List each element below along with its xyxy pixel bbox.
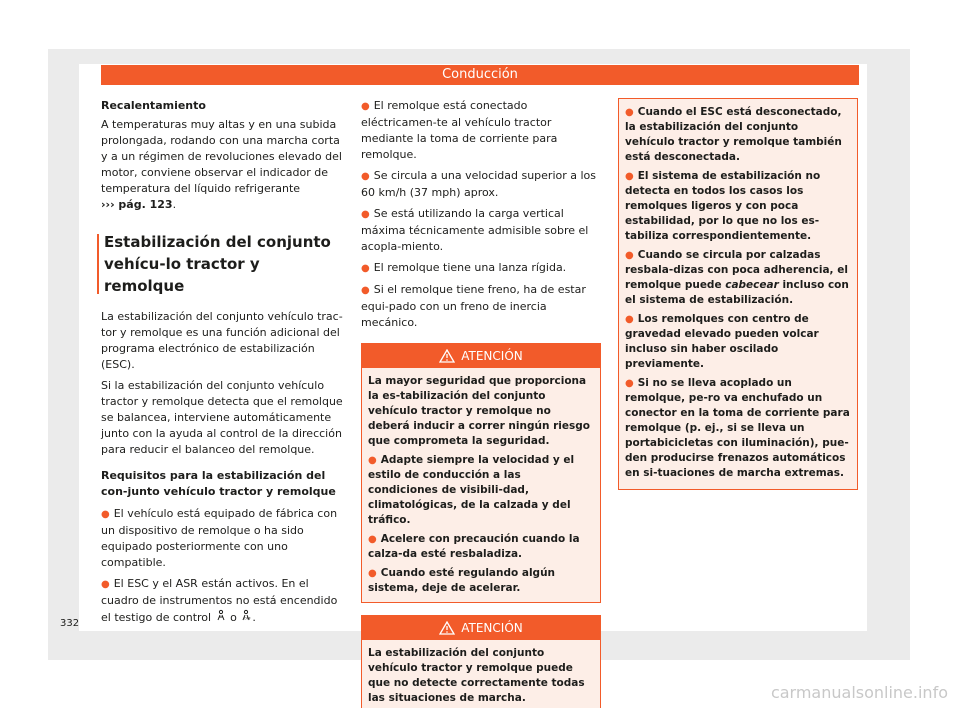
- column-2: [361, 98, 601, 708]
- list-item-text: incluso con el sistema de estabilización.: [625, 279, 849, 306]
- list-item: [361, 98, 601, 163]
- warning-triangle-icon: [439, 621, 455, 635]
- warning-body: [362, 640, 600, 708]
- bullet-icon: ●: [625, 314, 634, 325]
- bullet-icon: ●: [101, 579, 110, 590]
- bullet-icon: ●: [361, 263, 370, 274]
- bullet-icon: ●: [101, 509, 110, 520]
- chapter-header: Conducción: [101, 65, 859, 85]
- recalentamiento-heading: Recalentamiento: [101, 99, 206, 112]
- list-item: [625, 312, 851, 372]
- section-title: Estabilización del conjunto vehícu-lo tractor y remolque: [101, 231, 344, 297]
- list-item-text: Adapte siempre la velocidad y el estilo de conducción a las condiciones de visibili-dad, climatológicas, de la calzada y del tráfico.: [368, 454, 575, 526]
- requisitos-heading: Requisitos para la estabilización del con-junto vehículo tractor y remolque: [101, 469, 336, 498]
- warning-triangle-icon: [439, 349, 455, 363]
- list-item-text: El ESC y el ASR están activos. En el cuadro de instrumentos no está encendido el testigo de control: [101, 577, 338, 624]
- warning-header: [362, 344, 600, 368]
- warning-header: [362, 616, 600, 640]
- list-item: [368, 453, 594, 528]
- esc-warning-icon: [215, 609, 227, 626]
- warning-text: La estabilización del conjunto vehículo tractor y remolque puede que no detecte correctamente todas las situaciones de marcha.: [368, 647, 585, 704]
- list-item: [625, 169, 851, 244]
- list-item-text: El vehículo está equipado de fábrica con un dispositivo de remolque o ha sido equipado posteriormente con uno compatible.: [101, 507, 338, 569]
- list-item-text: Cuando esté regulando algún sistema, deje de acelerar.: [368, 567, 556, 594]
- list-item-text: Acelere con precaución cuando la calza-da esté resbaladiza.: [368, 533, 580, 560]
- list-item: [625, 105, 851, 165]
- list-item: [361, 168, 601, 201]
- list-item: [361, 206, 601, 255]
- icon-end: .: [252, 611, 256, 624]
- bullet-icon: ●: [625, 378, 634, 389]
- list-item-text: El sistema de estabilización no detecta en todos los casos los remolques ligeros y con poca estabilidad, por lo que no los es-tabiliza correspondientemente.: [625, 170, 821, 242]
- bullet-icon: ●: [625, 250, 634, 261]
- warning-intro: La mayor seguridad que proporciona la es-tabilización del conjunto vehículo tractor y remolque no deberá inducir a correr ningún riesgo que comprometa la seguridad.: [368, 375, 590, 447]
- warning-label: ATENCIÓN: [461, 349, 523, 363]
- list-item-text: El remolque está conectado eléctricamen-te al vehículo tractor mediante la toma de corriente para remolque.: [361, 99, 558, 161]
- recal-ref-end: .: [172, 198, 177, 211]
- list-item: [625, 376, 851, 481]
- warning-continuation-box: [618, 98, 858, 490]
- paragraph-esc-behaviour: Si la estabilización del conjunto vehículo tractor y remolque detecta que el remolque se balancea, interviene automáticamente junto con la ayuda al control de la dirección para reducir el balanceo del remolque.: [101, 379, 343, 456]
- icon-joiner: o: [230, 611, 237, 624]
- svg-text:OFF: OFF: [244, 616, 252, 621]
- list-item-text: Si el remolque tiene freno, ha de estar equi-pado con un freno de inercia mecánico.: [361, 283, 586, 329]
- page-reference-link[interactable]: ››› pág. 123: [101, 198, 173, 211]
- bullet-icon: ●: [368, 534, 377, 545]
- list-item: [101, 576, 344, 626]
- bullet-icon: ●: [361, 101, 370, 112]
- list-item: [368, 532, 594, 562]
- list-item: [361, 282, 601, 331]
- bullet-icon: ●: [361, 171, 370, 182]
- column-1: [101, 98, 344, 631]
- list-item-text: Cuando se circula por calzadas resbala-dizas con poca adherencia, el remolque puede: [625, 249, 848, 291]
- list-item-text: Los remolques con centro de gravedad elevado pueden volcar incluso sin haber oscilado previamente.: [625, 313, 819, 370]
- bullet-icon: ●: [625, 171, 634, 182]
- esc-off-icon: [240, 609, 252, 626]
- bullet-icon: ●: [361, 209, 370, 220]
- list-item-text: Si no se lleva acoplado un remolque, pe-ro va enchufado un conector en la toma de corriente para remolque (p. ej., si se lleva un portabicicletas con iluminación), pue-den producirse frenazos automáticos en si-tuaciones de marcha extremas.: [625, 377, 850, 479]
- page-number: 332: [60, 618, 80, 629]
- bullet-icon: ●: [368, 455, 377, 466]
- warning-box-1: [361, 343, 601, 603]
- list-item: [361, 260, 601, 277]
- list-item: [101, 506, 344, 571]
- list-item: [625, 248, 851, 308]
- list-item-text: Se está utilizando la carga vertical máxima técnicamente admisible sobre el acopla-miento.: [361, 207, 589, 253]
- bullet-icon: ●: [625, 107, 634, 118]
- recalentamiento-text: [101, 117, 344, 213]
- list-item-text: Cuando el ESC está desconectado, la estabilización del conjunto vehículo tractor y remolque también está desconectada.: [625, 106, 842, 163]
- bullet-icon: ●: [368, 568, 377, 579]
- recal-body: A temperaturas muy altas y en una subida prolongada, rodando con una marcha corta y a un régimen de revoluciones elevado del motor, conviene observar el indicador de temperatura del líquido refrigerante: [101, 118, 342, 195]
- bullet-icon: ●: [361, 285, 370, 296]
- warning-box-2: [361, 615, 601, 708]
- watermark: carmanualsonline.info: [770, 683, 948, 702]
- emphasis-text: cabecear: [725, 279, 779, 291]
- warning-body: [362, 368, 600, 602]
- list-item: [368, 566, 594, 596]
- column-3: [618, 98, 858, 490]
- paragraph-esc-function: La estabilización del conjunto vehículo trac-tor y remolque es una función adicional del programa electrónico de estabilización (ESC).: [101, 310, 343, 371]
- list-item-text: Se circula a una velocidad superior a los 60 km/h (37 mph) aprox.: [361, 169, 597, 199]
- warning-label: ATENCIÓN: [461, 621, 523, 635]
- list-item-text: El remolque tiene una lanza rígida.: [373, 261, 567, 274]
